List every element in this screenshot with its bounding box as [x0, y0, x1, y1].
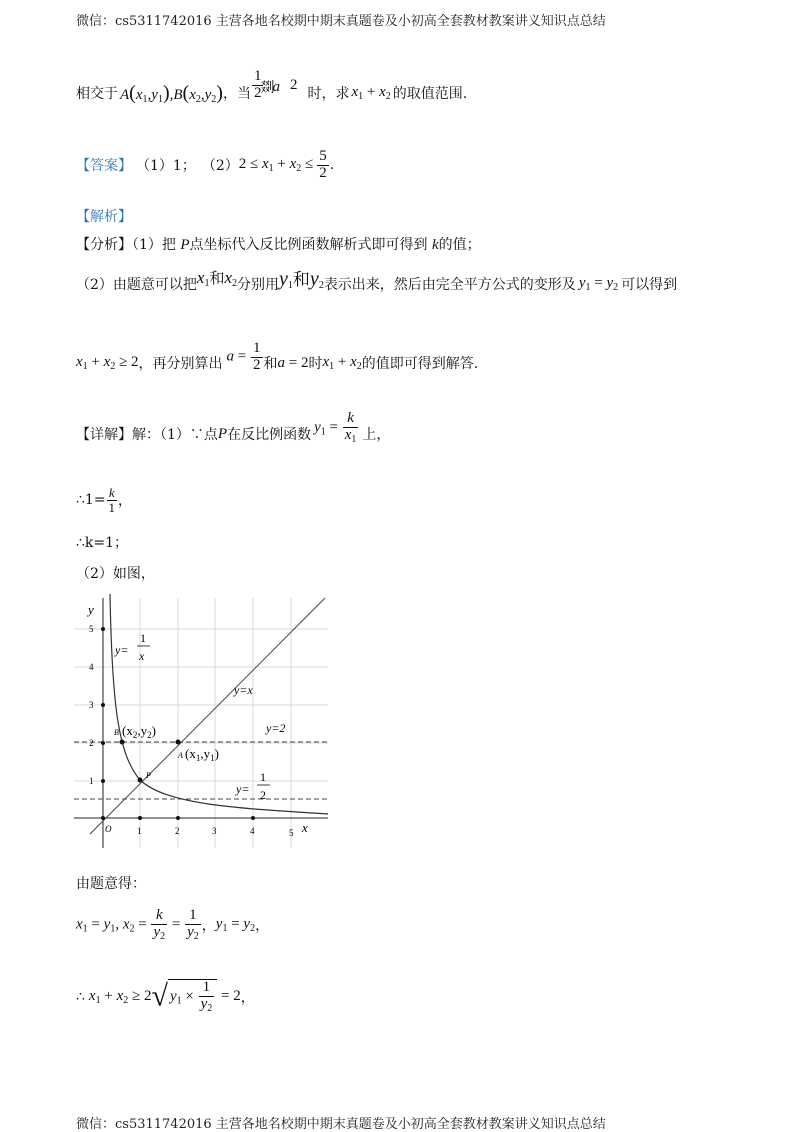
equation-line-1 [76, 902, 269, 948]
text-then: 时，求 [307, 86, 350, 102]
origin-label: O [105, 824, 112, 834]
y1-and-y2: $y_1$和$y_2$ [279, 268, 324, 291]
fenxi-s3: 的值； [438, 237, 481, 253]
x-tick-3: 3 [212, 826, 217, 836]
var-p2: P [217, 425, 228, 442]
page-header: 微信：cs5311742016 主营各地名校期中期末真题卷及小初高全套教材教案讲义知识点总结 [76, 14, 606, 29]
y-half-num: 1 [260, 770, 266, 784]
y1-eq-y2: $y_1 = y_2$ [578, 275, 619, 293]
fenxi-s1: （1）把 [132, 237, 176, 253]
line-y-half-label: y= [236, 782, 250, 796]
line-y-eq-x [90, 598, 325, 834]
answer-part1: （1）1； [136, 158, 196, 174]
problem-line [76, 67, 468, 116]
compute-s3: 时 [308, 356, 323, 372]
after-line: 由题意得： [76, 876, 146, 892]
point-a-label: A [178, 751, 183, 760]
num-two: 2 [289, 76, 298, 93]
y-tick-1: 1 [89, 776, 94, 786]
text-prefix: 相交于 [76, 86, 118, 102]
fraction-half: $\frac{1}{2}$ [253, 67, 262, 101]
method-s2: 分别用 [237, 277, 280, 293]
hyperbola-label: y= [115, 643, 129, 657]
detail-s2: 在反比例函数 [227, 427, 312, 443]
step1-prefix: ∴1= [76, 492, 106, 508]
step3-line: （2）如图， [76, 566, 155, 582]
eq1-comma: ， [201, 918, 216, 934]
step1-line [76, 482, 132, 518]
eq1-end: ， [255, 918, 270, 934]
point-b-label: B [114, 728, 119, 737]
point-a-coord: $(x_1,y_1)$ [185, 746, 219, 763]
answer-part2: （2） [201, 158, 239, 174]
text-when: ，当 [222, 86, 251, 102]
method-s4: 可以得到 [621, 277, 678, 293]
analysis-tag: 【解析】 [76, 209, 132, 225]
var-k: k [432, 237, 439, 253]
eq2-math: $x_1 + x_2 \ge 2√$ $y_1$ × $\frac{1}{y_2}$ = 2 [88, 979, 241, 1015]
var-a: a [272, 78, 280, 95]
y-tick-4: 4 [89, 662, 94, 672]
point-b-coord: $(x_2,y_2)$ [122, 723, 156, 740]
answer-dot: . [329, 157, 335, 173]
compute-line [76, 340, 478, 386]
a-eq-two: a = 2 [277, 354, 309, 371]
points-ab: $A(x_1,y_1),B(x_2,y_2)$ [120, 81, 223, 105]
detail-line [76, 409, 391, 456]
var-p: P [180, 237, 190, 253]
eq2-end: ， [240, 990, 255, 1006]
y-tick-3: 3 [89, 700, 94, 710]
x1-and-x2: $x_1$和$x_2$ [196, 268, 238, 289]
method-s3: 表示出来，然后由完全平方公式的变形及 [323, 277, 576, 293]
fenxi-tag: 【分析】 [76, 237, 132, 253]
fenxi-line [76, 234, 481, 254]
line-y-eq-x-label: y=x [234, 683, 253, 697]
x-axis-label: x [302, 820, 308, 835]
fraction-k-over-1: $\frac{k}{1}$ [108, 484, 116, 515]
x-tick-5: 5 [289, 828, 294, 838]
answer-tag: 【答案】 [76, 158, 132, 174]
sum-x1x2-b: $x_1 + x_2$ [322, 354, 362, 372]
step2-line: ∴k=1； [76, 535, 129, 551]
step1-comma: ， [118, 493, 133, 509]
fenxi-s2: 点坐标代入反比例函数解析式即可得到 [189, 237, 428, 253]
equation-line-2 [76, 972, 255, 1022]
detail-s1: 解：（1）∵点 [132, 427, 218, 443]
detail-s3: 上， [362, 427, 391, 443]
hyperbola-num: 1 [140, 631, 146, 645]
y-half-den: 2 [260, 788, 266, 802]
page-footer: 微信：cs5311742016 主营各地名校期中期末真题卷及小初高全套教材教案讲义知识点总结 [76, 1117, 606, 1132]
fraction-five-halves: $\frac{5}{2}$ [319, 147, 327, 181]
overlap-glyph: 剟 [260, 80, 275, 96]
answer-inequality: $2 \le x_1 + x_2$ ≤ [238, 156, 314, 174]
text-tail: 的取值范围. [392, 86, 468, 102]
y-axis-label: y [88, 602, 94, 617]
line-y-2-label: y=2 [266, 721, 286, 735]
eq2-therefore: ∴ [76, 989, 85, 1005]
method-line [76, 268, 677, 300]
eq1-math: $x_1 = y_1$, $x_2$ = $\frac{k}{y_2}$ = $\frac{1}{y_2}$ [76, 906, 199, 942]
answer-line [76, 142, 334, 188]
function-graph [70, 594, 332, 852]
compute-s2: 和 [263, 356, 278, 372]
detail-tag: 【详解】 [76, 427, 132, 443]
y-tick-5: 5 [89, 624, 94, 634]
x-tick-4: 4 [250, 826, 255, 836]
point-p-label: P [146, 771, 151, 780]
y-tick-2: 2 [89, 738, 94, 748]
sum-x1x2: $x_1 + x_2$ [351, 84, 391, 102]
hyperbola-den: x [139, 649, 145, 663]
x-tick-1: 1 [137, 826, 142, 836]
method-s1: （2）由题意可以把 [76, 277, 197, 293]
x-tick-2: 2 [175, 826, 180, 836]
compute-s4: 的值即可得到解答. [361, 356, 479, 372]
eq1-y1-eq-y2: $y_1 = y_2$ [215, 916, 256, 934]
sum-ge-two: $x_1 + x_2 \ge 2$ [76, 354, 139, 372]
a-eq-half: a = $\frac{1}{2}$ [226, 339, 261, 373]
y1-eq-k-over-x1: $y_1$ = $\frac{k}{x_1}$ [314, 409, 357, 445]
compute-s1: ，再分别算出 [138, 356, 223, 372]
